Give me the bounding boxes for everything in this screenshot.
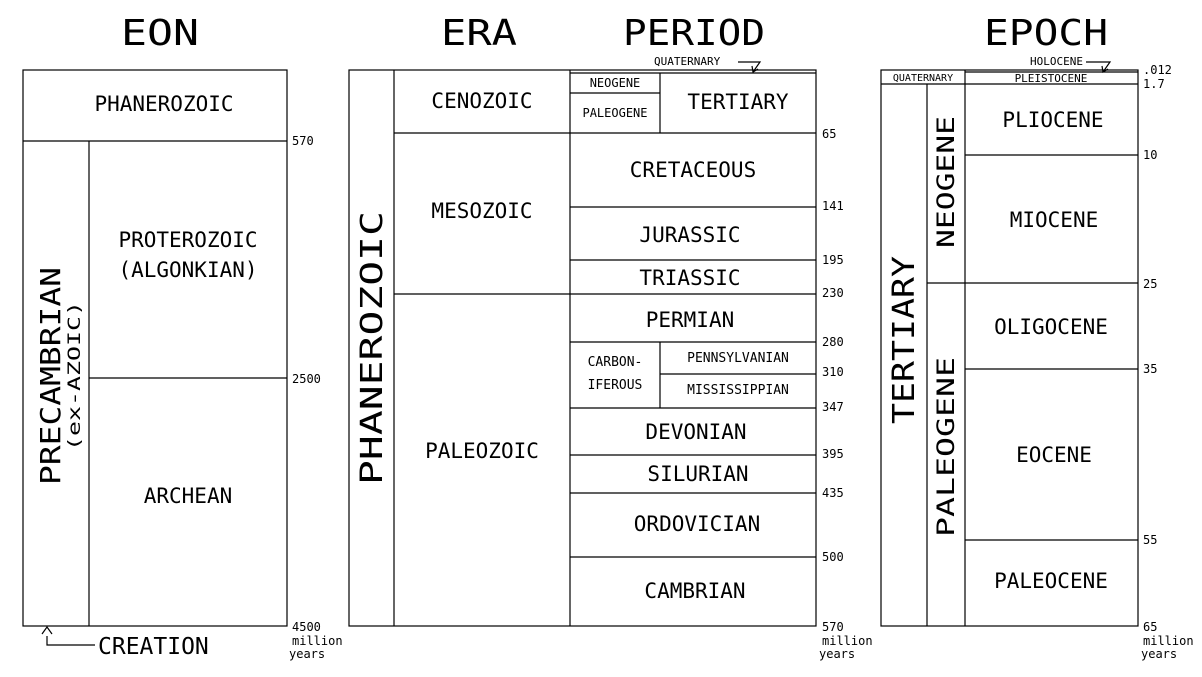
- epoch-unit: million: [1143, 634, 1194, 648]
- era-cenozoic: CENOZOIC: [431, 89, 533, 113]
- epoch-tick: 35: [1143, 362, 1158, 376]
- period-tick: 195: [822, 253, 844, 267]
- epoch-paleogene: PALEOGENE: [932, 406, 960, 537]
- header-period: PERIOD: [623, 13, 765, 54]
- header-era: ERA: [441, 13, 518, 54]
- era-paleozoic: PALEOZOIC: [425, 439, 539, 463]
- epoch-tick: 10: [1143, 148, 1158, 162]
- eon-phanerozoic: PHANEROZOIC: [94, 92, 234, 116]
- period-quaternary: QUATERNARY: [654, 55, 721, 68]
- epoch-oligocene: OLIGOCENE: [994, 315, 1108, 339]
- period-tick: 310: [822, 365, 844, 379]
- epoch-pliocene: PLIOCENE: [1002, 108, 1104, 132]
- epoch-tick: .012: [1143, 63, 1172, 77]
- period-tick: 280: [822, 335, 844, 349]
- period-jurassic: JURASSIC: [639, 223, 741, 247]
- eon-tick: 4500: [292, 620, 321, 634]
- chart-lines: [23, 62, 1138, 645]
- period-triassic: TRIASSIC: [639, 266, 741, 290]
- period-ordovician: ORDOVICIAN: [633, 512, 761, 536]
- epoch-holocene: HOLOCENE: [1030, 55, 1083, 68]
- eon-tick: 570: [292, 134, 314, 148]
- period-permian: PERMIAN: [645, 308, 735, 332]
- period-unit: years: [819, 647, 856, 661]
- eon-creation: CREATION: [98, 634, 209, 660]
- eon-unit: years: [289, 647, 326, 661]
- period-cambrian: CAMBRIAN: [644, 579, 746, 603]
- period-tick: 65: [822, 127, 837, 141]
- period-tick: 395: [822, 447, 844, 461]
- epoch-miocene: MIOCENE: [1009, 208, 1099, 232]
- eon-precambrian: PRECAMBRIAN: [34, 299, 67, 485]
- eon-tick: 2500: [292, 372, 321, 386]
- eon-proterozoic: PROTEROZOIC: [118, 228, 258, 252]
- header-eon: EON: [121, 13, 199, 54]
- eon-unit: million: [292, 634, 343, 648]
- period-unit: million: [822, 634, 873, 648]
- epoch-unit: years: [1141, 647, 1178, 661]
- epoch-eocene: EOCENE: [1016, 443, 1092, 467]
- era-mesozoic: MESOZOIC: [431, 199, 533, 223]
- period-silurian: SILURIAN: [647, 462, 749, 486]
- epoch-pleistocene: PLEISTOCENE: [1014, 72, 1088, 85]
- eon-precambrian-alt: (ex-AZOIC): [65, 348, 85, 451]
- period-paleogene: PALEOGENE: [582, 106, 648, 120]
- header-epoch: EPOCH: [984, 13, 1108, 54]
- epoch-tick: 1.7: [1143, 77, 1165, 91]
- period-carboniferous: CARBON-: [587, 355, 643, 370]
- period-tick: 230: [822, 286, 844, 300]
- period-tick: 570: [822, 620, 844, 634]
- epoch-paleocene: PALEOCENE: [994, 569, 1108, 593]
- epoch-neogene: NEOGENE: [932, 146, 960, 248]
- period-tick: 347: [822, 400, 844, 414]
- epoch-tick: 65: [1143, 620, 1158, 634]
- era-phanerozoic: PHANEROZOIC: [355, 286, 390, 485]
- period-carboniferous: IFEROUS: [587, 378, 643, 393]
- epoch-quaternary: QUATERNARY: [892, 73, 954, 84]
- period-tick: 500: [822, 550, 844, 564]
- period-pennsylvanian: PENNSYLVANIAN: [687, 351, 789, 366]
- epoch-tertiary: TERTIARY: [887, 279, 922, 424]
- epoch-tick: 55: [1143, 533, 1158, 547]
- period-cretaceous: CRETACEOUS: [629, 158, 757, 182]
- eon-archean: ARCHEAN: [143, 484, 233, 508]
- period-tick: 435: [822, 486, 844, 500]
- period-mississippian: MISSISSIPPIAN: [687, 383, 789, 398]
- period-tick: 141: [822, 199, 844, 213]
- epoch-tick: 25: [1143, 277, 1158, 291]
- eon-proterozoic-alt: (ALGONKIAN): [118, 258, 258, 282]
- period-devonian: DEVONIAN: [645, 420, 747, 444]
- period-tertiary: TERTIARY: [687, 90, 789, 114]
- period-neogene: NEOGENE: [589, 76, 641, 90]
